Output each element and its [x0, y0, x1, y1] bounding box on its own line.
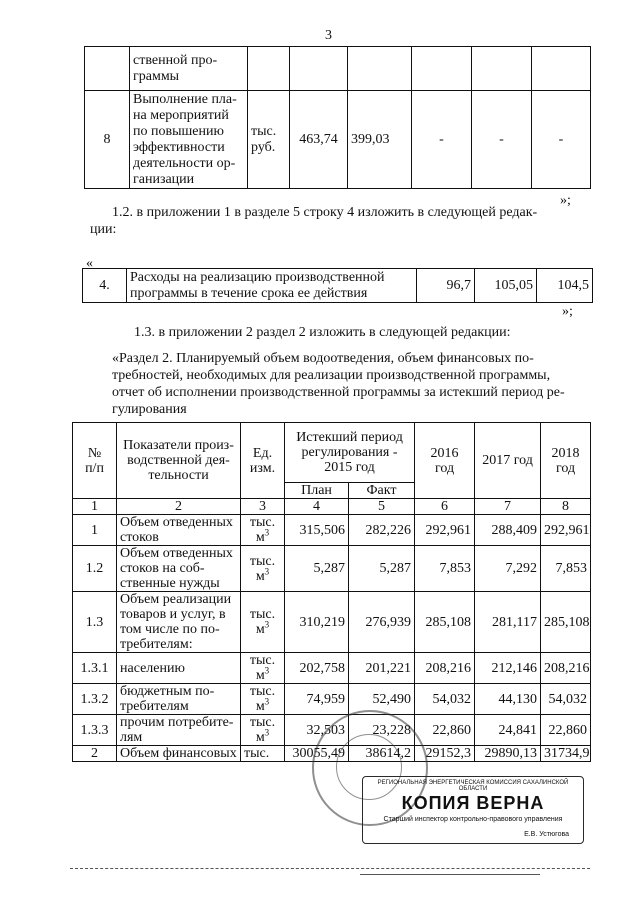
- row-2017: 281,117: [475, 592, 541, 653]
- row-name: населению: [117, 653, 241, 684]
- unit-base: тыс.: [249, 515, 276, 530]
- unit-base: тыс.: [249, 607, 276, 622]
- page-divider: [70, 868, 590, 869]
- table-cell: -: [472, 91, 532, 189]
- stamp-position: Старший инспектор контрольно-правового управления: [383, 816, 563, 823]
- header-plan: План: [285, 483, 349, 499]
- row-name: Объем отведенных стоков на соб- ственные нужды: [117, 546, 241, 592]
- header-2016: 2016 год: [415, 423, 475, 499]
- closing-quote: »;: [562, 304, 573, 319]
- row-2018: 31734,9: [541, 746, 591, 762]
- unit-base: тыс.: [249, 684, 276, 699]
- row-name: Объем финансовых: [117, 746, 241, 762]
- table-cell: 399,03: [348, 91, 412, 189]
- header-num: № п/п: [73, 423, 117, 499]
- stamp-title: КОПИЯ ВЕРНА: [401, 793, 545, 813]
- row-plan: 310,219: [285, 592, 349, 653]
- header-indicator: Показатели произ- водственной дея- тельности: [117, 423, 241, 499]
- unit-sup: 3: [264, 696, 270, 707]
- header-fact: Факт: [349, 483, 415, 499]
- row-plan: 202,758: [285, 653, 349, 684]
- table-cell: тыс. руб.: [248, 91, 290, 189]
- row-2018: 54,032: [541, 684, 591, 715]
- row-fact: 38614,2: [349, 746, 415, 762]
- paragraph-1-3: 1.3. в приложении 2 раздел 2 изложить в следующей редакции:: [134, 325, 511, 340]
- row-2018: 285,108: [541, 592, 591, 653]
- row-plan: 5,287: [285, 546, 349, 592]
- page-number: 3: [325, 28, 332, 43]
- header-unit: Ед. изм.: [241, 423, 285, 499]
- row-2017: 44,130: [475, 684, 541, 715]
- table-row: [73, 515, 591, 546]
- table-cell: [290, 47, 348, 91]
- table-row: [73, 684, 591, 715]
- row-2017: 24,841: [475, 715, 541, 746]
- unit-sup: 3: [264, 527, 270, 538]
- page-divider: [360, 874, 540, 875]
- table-cell: 105,05: [475, 269, 537, 303]
- row-fact: 5,287: [349, 546, 415, 592]
- row-plan: 74,959: [285, 684, 349, 715]
- row-2016: 54,032: [415, 684, 475, 715]
- row-name: прочим потребите- лям: [117, 715, 241, 746]
- row-num: 1.3.3: [73, 715, 117, 746]
- row-unit: [241, 715, 285, 746]
- row-plan: 315,506: [285, 515, 349, 546]
- row-2016: 7,853: [415, 546, 475, 592]
- column-number-row: [73, 499, 591, 515]
- row-2018: 208,216: [541, 653, 591, 684]
- table-cell: Расходы на реализацию производственной программы в течение срока ее действия: [127, 269, 417, 303]
- unit-sub: м: [255, 530, 265, 545]
- table-row: [73, 592, 591, 653]
- table-row: [73, 653, 591, 684]
- unit-sup: 3: [264, 565, 270, 576]
- table-cell: 104,5: [537, 269, 593, 303]
- table-cell: [532, 47, 591, 91]
- unit-sup: 3: [264, 727, 270, 738]
- table-cell: [348, 47, 412, 91]
- unit-sub: м: [255, 730, 265, 745]
- column-number: 4: [285, 499, 349, 515]
- row-unit: [241, 653, 285, 684]
- row-fact: 23,228: [349, 715, 415, 746]
- unit-sup: 3: [264, 665, 270, 676]
- row-num: 1.3.1: [73, 653, 117, 684]
- column-number: 8: [541, 499, 591, 515]
- row-num: 1: [73, 515, 117, 546]
- header-2017: 2017 год: [475, 423, 541, 499]
- row-2017: 212,146: [475, 653, 541, 684]
- unit-sub: м: [255, 568, 265, 584]
- unit-base: тыс.: [249, 553, 276, 569]
- row-2016: 285,108: [415, 592, 475, 653]
- table-row: [85, 47, 591, 91]
- row-2018: 7,853: [541, 546, 591, 592]
- row-num: 1.3: [73, 592, 117, 653]
- row-unit: [241, 546, 285, 592]
- continuation-table: [84, 46, 591, 189]
- unit-sub: м: [255, 699, 265, 714]
- table-cell: 463,74: [290, 91, 348, 189]
- row-fact: 52,490: [349, 684, 415, 715]
- row-2016: 208,216: [415, 653, 475, 684]
- row-plan: 32,503: [285, 715, 349, 746]
- row-2017: 288,409: [475, 515, 541, 546]
- section-heading: «Раздел 2. Планируемый объем водоотведения, объем финансовых по- требностей, необходимых для реализации производственной программы, отчет об исполнении производственной программы за истекший период ре- гулирования: [112, 351, 565, 417]
- table-cell: ственной про- граммы: [130, 47, 248, 91]
- unit-sub: м: [255, 622, 265, 637]
- row-2018: 292,961: [541, 515, 591, 546]
- header-2018: 2018 год: [541, 423, 591, 499]
- row-fact: 201,221: [349, 653, 415, 684]
- column-number: 2: [117, 499, 241, 515]
- closing-quote: »;: [560, 193, 571, 208]
- unit-base: тыс.: [249, 715, 276, 730]
- table-row: [83, 269, 593, 303]
- row-plan: 30055,49: [285, 746, 349, 762]
- table-header-row: [73, 423, 591, 483]
- column-number: 5: [349, 499, 415, 515]
- table-row: [73, 546, 591, 592]
- row-2017: 7,292: [475, 546, 541, 592]
- open-quote: «: [86, 256, 93, 271]
- unit-sub: м: [255, 668, 265, 683]
- table-cell: Выполнение пла- на мероприятий по повышению эффективности деятельности ор- ганизации: [130, 91, 248, 189]
- row-2018: 22,860: [541, 715, 591, 746]
- stamp-signatory: Е.В. Устюгова: [524, 831, 569, 838]
- row-fact: 282,226: [349, 515, 415, 546]
- table-cell: [85, 47, 130, 91]
- row-name: Объем отведенных стоков: [117, 515, 241, 546]
- row-2016: 29152,3: [415, 746, 475, 762]
- table-cell: [412, 47, 472, 91]
- section5-row-table: [82, 268, 593, 303]
- row-unit: [241, 592, 285, 653]
- row-num: 1.3.2: [73, 684, 117, 715]
- stamp-agency: РЕГИОНАЛЬНАЯ ЭНЕРГЕТИЧЕСКАЯ КОМИССИЯ САХАЛИНСКОЙ ОБЛАСТИ: [377, 780, 569, 792]
- row-2016: 292,961: [415, 515, 475, 546]
- row-unit: тыс.: [241, 746, 285, 762]
- row-unit: [241, 515, 285, 546]
- table-cell: [472, 47, 532, 91]
- row-fact: 276,939: [349, 592, 415, 653]
- table-cell: 8: [85, 91, 130, 189]
- row-unit: [241, 684, 285, 715]
- row-name: Объем реализации товаров и услуг, в том числе по по- требителям:: [117, 592, 241, 653]
- unit-base: тыс.: [249, 653, 276, 668]
- row-2016: 22,860: [415, 715, 475, 746]
- row-num: 2: [73, 746, 117, 762]
- row-name: бюджетным по- требителям: [117, 684, 241, 715]
- section2-table: [72, 422, 591, 762]
- column-number: 1: [73, 499, 117, 515]
- certification-stamp: [362, 776, 584, 844]
- column-number: 6: [415, 499, 475, 515]
- table-cell: 4.: [83, 269, 127, 303]
- table-cell: -: [412, 91, 472, 189]
- unit-sup: 3: [264, 619, 270, 630]
- header-period: Истекший период регулирования - 2015 год: [285, 423, 415, 483]
- paragraph-1-2: 1.2. в приложении 1 в разделе 5 строку 4 изложить в следующей редак- ции:: [90, 205, 538, 237]
- table-cell: [248, 47, 290, 91]
- table-cell: 96,7: [417, 269, 475, 303]
- row-2017: 29890,13: [475, 746, 541, 762]
- table-row: [85, 91, 591, 189]
- column-number: 3: [241, 499, 285, 515]
- row-num: 1.2: [73, 546, 117, 592]
- table-cell: -: [532, 91, 591, 189]
- column-number: 7: [475, 499, 541, 515]
